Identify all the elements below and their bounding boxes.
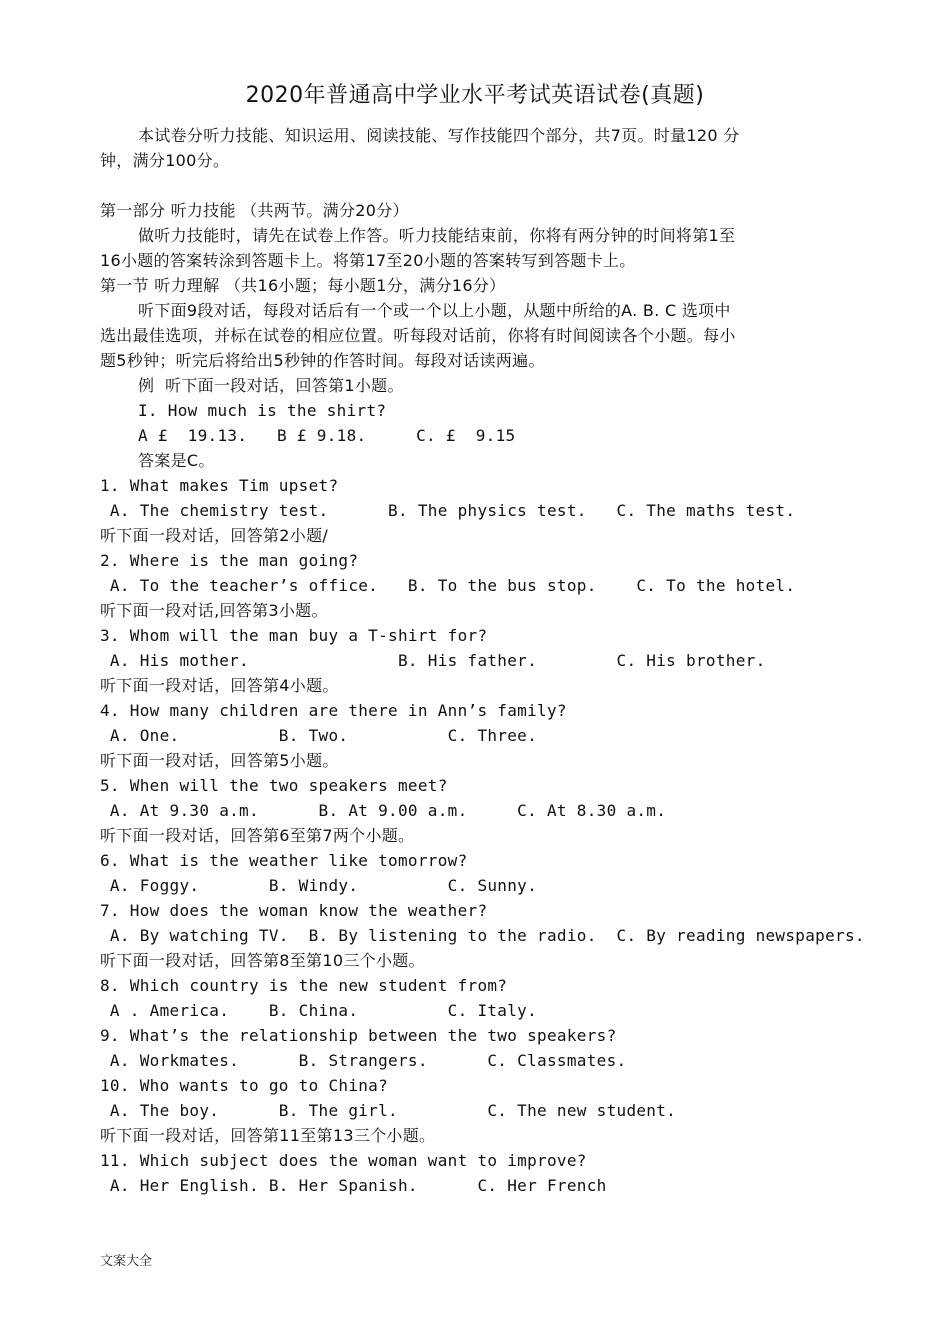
question-8: 8. Which country is the new student from? (100, 976, 508, 995)
part1-instruction-line-2: 16小题的答案转涂到答题卡上。将第17至20小题的答案转写到答题卡上。 (100, 251, 636, 270)
section1-instruction-line-1: 听下面9段对话，每段对话后有一个或一个以上小题，从题中所给的A. B. C 选项中 (138, 301, 731, 320)
section1-heading: 第一节 听力理解 （共16小题；每小题1分，满分16分） (100, 276, 506, 295)
direction-11: 听下面一段对话，回答第11至第13三个小题。 (100, 1126, 436, 1145)
question-2: 2. Where is the man going? (100, 551, 359, 570)
intro-line-2: 钟，满分100分。 (100, 151, 230, 170)
question-11: 11. Which subject does the woman want to improve? (100, 1151, 587, 1170)
section1-instruction-line-2: 选出最佳选项，并标在试卷的相应位置。听每段对话前，你将有时间阅读各个小题。每小 (100, 326, 736, 345)
direction-5: 听下面一段对话，回答第5小题。 (100, 751, 339, 770)
question-9-options: A. Workmates. B. Strangers. C. Classmates. (100, 1051, 627, 1070)
page-title: 2020年普通高中学业水平考试英语试卷(真题) (245, 83, 705, 108)
question-5-options: A. At 9.30 a.m. B. At 9.00 a.m. C. At 8.30 a.m. (100, 801, 667, 820)
example-answer: 答案是C。 (138, 451, 215, 470)
question-4: 4. How many children are there in Ann’s family? (100, 701, 567, 720)
example-question: I. How much is the shirt? (138, 401, 387, 420)
direction-2: 听下面一段对话，回答第2小题/ (100, 526, 329, 545)
direction-4: 听下面一段对话，回答第4小题。 (100, 676, 339, 695)
question-4-options: A. One. B. Two. C. Three. (100, 726, 538, 745)
part1-heading: 第一部分 听力技能 （共两节。满分20分） (100, 201, 409, 220)
question-3-options: A. His mother. B. His father. C. His brother. (100, 651, 766, 670)
direction-3: 听下面一段对话,回答第3小题。 (100, 601, 328, 620)
part1-instruction-line-1: 做听力技能时，请先在试卷上作答。听力技能结束前，你将有两分钟的时间将第1至 (138, 226, 736, 245)
question-8-options: A . America. B. China. C. Italy. (100, 1001, 538, 1020)
question-6-options: A. Foggy. B. Windy. C. Sunny. (100, 876, 538, 895)
example-options: A £ 19.13. B £ 9.18. C. £ 9.15 (138, 426, 516, 445)
question-3: 3. Whom will the man buy a T-shirt for? (100, 626, 488, 645)
question-1: 1. What makes Tim upset? (100, 476, 339, 495)
question-11-options: A. Her English. B. Her Spanish. C. Her French (100, 1176, 607, 1195)
page-footer: 文案大全 (100, 1254, 153, 1269)
direction-8: 听下面一段对话，回答第8至第10三个小题。 (100, 951, 425, 970)
section1-instruction-line-3: 题5秒钟；听完后将给出5秒钟的作答时间。每段对话读两遍。 (100, 351, 545, 370)
question-2-options: A. To the teacher’s office. B. To the bus stop. C. To the hotel. (100, 576, 796, 595)
question-10: 10. Who wants to go to China? (100, 1076, 389, 1095)
direction-6: 听下面一段对话，回答第6至第7两个小题。 (100, 826, 415, 845)
question-10-options: A. The boy. B. The girl. C. The new student. (100, 1101, 677, 1120)
question-7-options: A. By watching TV. B. By listening to the radio. C. By reading newspapers. (100, 926, 865, 945)
question-7: 7. How does the woman know the weather? (100, 901, 488, 920)
question-1-options: A. The chemistry test. B. The physics test. C. The maths test. (100, 501, 796, 520)
example-intro: 例 听下面一段对话，回答第1小题。 (138, 376, 404, 395)
question-5: 5. When will the two speakers meet? (100, 776, 448, 795)
question-9: 9. What’s the relationship between the two speakers? (100, 1026, 617, 1045)
question-6: 6. What is the weather like tomorrow? (100, 851, 468, 870)
intro-line-1: 本试卷分听力技能、知识运用、阅读技能、写作技能四个部分，共7页。时量120 分 (138, 126, 740, 145)
